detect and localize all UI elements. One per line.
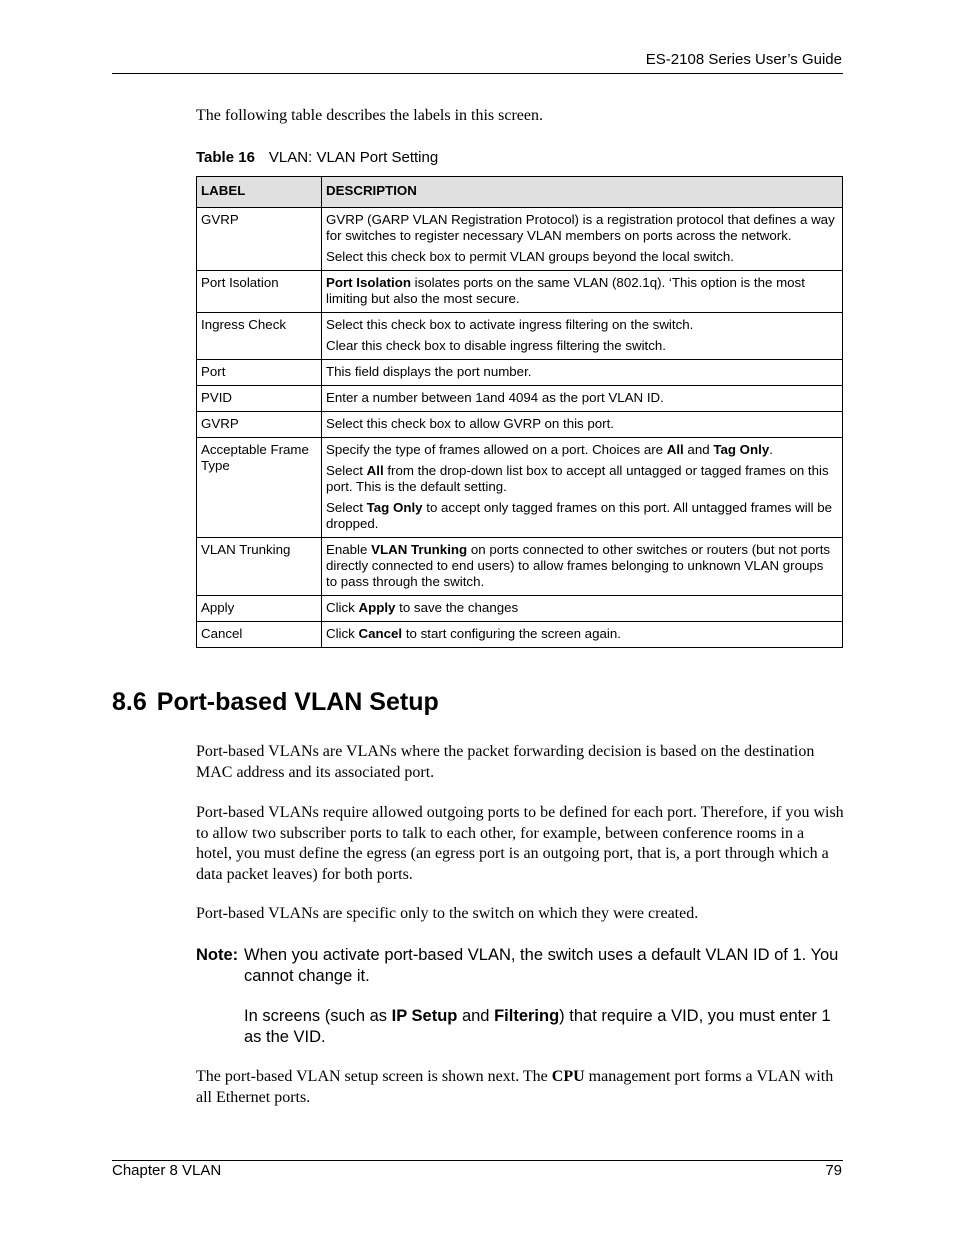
table-row (197, 386, 843, 412)
section-heading (112, 688, 439, 717)
bold-term: Apply (358, 600, 396, 615)
description-fragment: Specify the type of frames allowed on a port. Choices are (326, 442, 667, 457)
body-paragraph: Port-based VLANs require allowed outgoing ports to be defined for each port. Therefore, if you wish to allow two subscriber ports to talk to each other, for example, between conference rooms in a hotel, you must define the egress (an egress port is an outgoing port, that is, a port through which a data packet leaves) for both ports. (196, 804, 844, 883)
description-text (326, 275, 838, 307)
row-label: PVID (197, 386, 322, 412)
bold-term: IP Setup (391, 1007, 458, 1025)
column-header-description: DESCRIPTION (322, 177, 843, 208)
description-fragment: from the drop-down list box to accept all untagged or tagged frames on this port. This is the default setting. (326, 463, 829, 494)
row-description (322, 538, 843, 596)
table-row (197, 596, 843, 622)
note-label: Note: (196, 946, 239, 964)
description-text: Select this check box to allow GVRP on this port. (326, 416, 614, 431)
description-fragment: on ports connected to other switches or routers (but not ports directly connected to end users) to allow frames belonging to unknown VLAN groups to pass through the switch. (326, 542, 831, 589)
header-rule (112, 73, 843, 74)
section-title: Port-based VLAN Setup (156, 688, 439, 716)
row-description (322, 386, 843, 412)
description-text: This field displays the port number. (326, 364, 532, 379)
description-fragment: Click (326, 600, 359, 615)
description-text (326, 542, 838, 590)
table-header-row (197, 177, 843, 208)
row-description (322, 622, 843, 648)
note-text (244, 1006, 844, 1047)
row-label: GVRP (197, 208, 322, 271)
table-caption-number: Table 16 (196, 149, 255, 166)
table-caption-title: VLAN: VLAN Port Setting (268, 149, 439, 166)
description-text: Enter a number between 1and 4094 as the port VLAN ID. (326, 390, 664, 405)
table-row (197, 622, 843, 648)
row-label: VLAN Trunking (197, 538, 322, 596)
vlan-port-setting-table (196, 176, 843, 648)
bold-term: All (366, 463, 384, 478)
row-label: Cancel (197, 622, 322, 648)
description-fragment: and (683, 442, 714, 457)
description-text (326, 463, 838, 495)
row-label: GVRP (197, 412, 322, 438)
body-paragraph: Port-based VLANs are VLANs where the packet forwarding decision is based on the destination MAC address and its associated port. (196, 743, 815, 781)
bold-term: Tag Only (366, 500, 423, 515)
table-row (197, 438, 843, 538)
description-fragment: Select (326, 500, 367, 515)
table-row (197, 313, 843, 360)
bold-term: Port Isolation (326, 275, 411, 290)
row-description (322, 438, 843, 538)
bold-term: CPU (551, 1068, 585, 1085)
row-description (322, 208, 843, 271)
table-caption (196, 149, 438, 166)
bold-term: Cancel (358, 626, 403, 641)
row-description (322, 412, 843, 438)
bold-term: VLAN Trunking (371, 542, 468, 557)
table-intro-text: The following table describes the labels in this screen. (196, 107, 544, 124)
row-label: Apply (197, 596, 322, 622)
description-text (326, 442, 838, 458)
bold-term: All (666, 442, 684, 457)
note-body (244, 945, 844, 1047)
bold-term: Tag Only (713, 442, 770, 457)
description-fragment: to save the changes (395, 600, 519, 615)
table-row (197, 271, 843, 313)
description-fragment: to start configuring the screen again. (402, 626, 621, 641)
row-label: Acceptable Frame Type (197, 438, 322, 538)
note-fragment: ) that require a VID, you must enter 1 as the VID. (244, 1007, 831, 1046)
table-row (197, 538, 843, 596)
description-fragment: . (769, 442, 773, 457)
note-text: When you activate port-based VLAN, the switch uses a default VLAN ID of 1. You cannot change it. (244, 946, 839, 985)
description-text (326, 600, 838, 616)
description-text: Select this check box to activate ingress filtering on the switch. (326, 317, 694, 332)
note-block (196, 945, 844, 1047)
section-number: 8.6 (112, 688, 147, 716)
description-text (326, 626, 838, 642)
description-text: Clear this check box to disable ingress filtering the switch. (326, 338, 666, 353)
row-description (322, 360, 843, 386)
table-row (197, 208, 843, 271)
page-number: 79 (825, 1162, 842, 1179)
body-paragraph: Port-based VLANs are specific only to the switch on which they were created. (196, 905, 699, 922)
description-text: Select this check box to permit VLAN groups beyond the local switch. (326, 249, 734, 264)
description-fragment: isolates ports on the same VLAN (802.1q). ‘This option is the most limiting but also the most secure. (326, 275, 805, 306)
description-fragment: Select (326, 463, 367, 478)
note-fragment: In screens (such as (244, 1007, 392, 1025)
row-description (322, 596, 843, 622)
table-row (197, 412, 843, 438)
paragraph-fragment: management port forms a VLAN with all Ethernet ports. (196, 1068, 834, 1106)
footer-chapter: Chapter 8 VLAN (112, 1162, 222, 1179)
paragraph-fragment: The port-based VLAN setup screen is shown next. The (196, 1068, 552, 1085)
description-fragment: Click (326, 626, 359, 641)
table-row (197, 360, 843, 386)
row-label: Ingress Check (197, 313, 322, 360)
running-header-title: ES-2108 Series User’s Guide (645, 51, 842, 68)
column-header-label: LABEL (197, 177, 322, 208)
row-label: Port Isolation (197, 271, 322, 313)
footer-rule (112, 1160, 843, 1161)
row-label: Port (197, 360, 322, 386)
description-fragment: Enable (326, 542, 372, 557)
bold-term: Filtering (494, 1007, 560, 1025)
description-text (326, 500, 838, 532)
body-paragraph (196, 1067, 844, 1108)
description-text: GVRP (GARP VLAN Registration Protocol) is a registration protocol that defines a way for switches to register necessary VLAN members on ports across the network. (326, 212, 835, 243)
row-description (322, 313, 843, 360)
note-fragment: and (457, 1007, 495, 1025)
row-description (322, 271, 843, 313)
description-fragment: to accept only tagged frames on this port. All untagged frames will be dropped. (326, 500, 833, 531)
